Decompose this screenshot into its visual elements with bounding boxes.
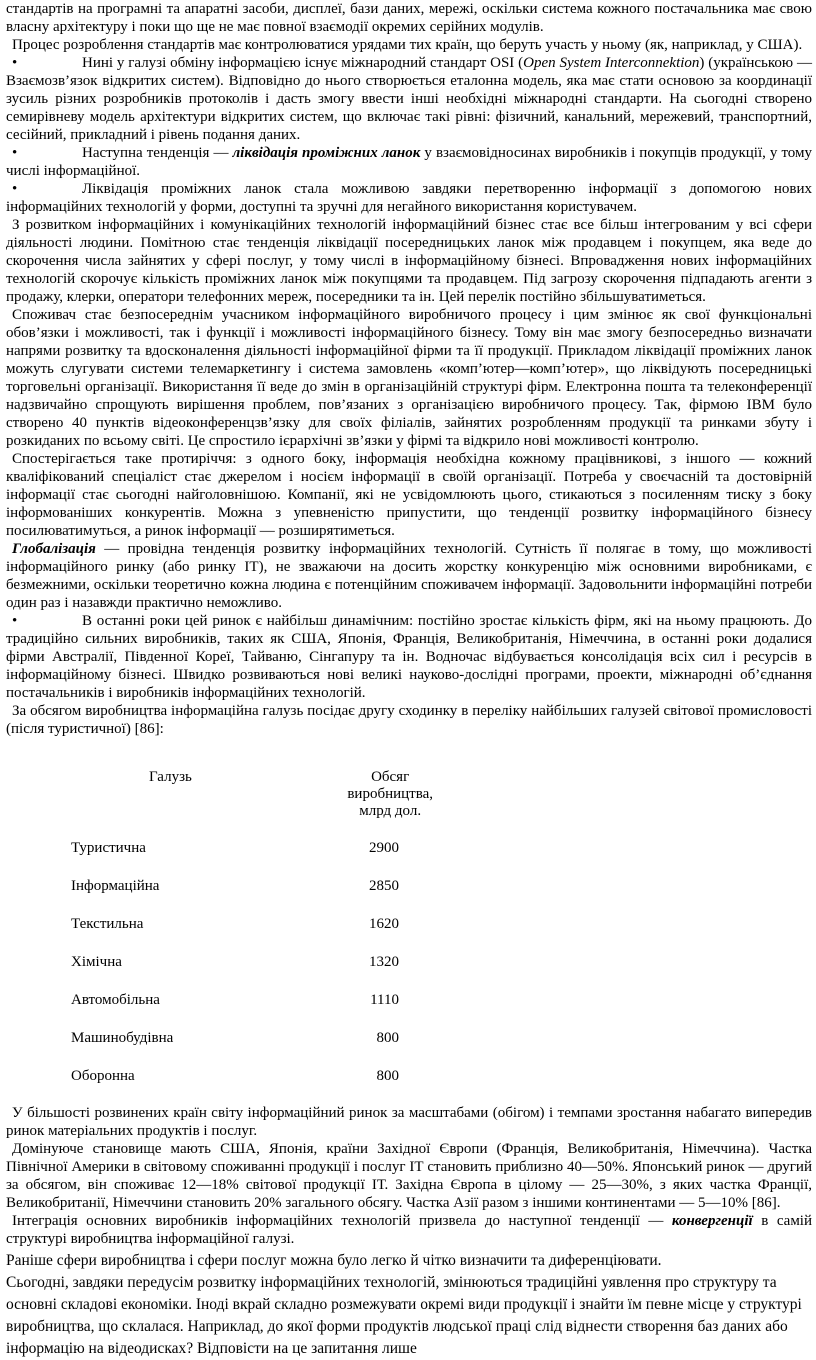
paragraph-7: Споживач стає безпосереднім учасником інформаційного виробничого процесу і цим змінює як свої функціональні обов’язки і можливості, так і функції і можливості інформаційного бізнесу. Тому він має змогу безпосередньо визначати напрями розвитку та вдосконалення діяльності інформаційної фірми та її продукції. Прикладом ліквідації проміжних ланок можуть слугувати системи телемаркетингу і система замовлень «комп’ютер—комп’ютер», що ліквідують посередницькі торговельні організації. Використання її веде до змін в організаційній структурі фірм. Електронна пошта та телеконференції надзвичайно спрощують вирішення проблем, пов’язаних з організацією виробничого процесу. Так, фірмою IBM було створено 40 пунктів відеоконференцзв’язку для своїх філіалів, зайнятих розробленням продукції та ринками збуту і розкиданих по всьому світі. Це спростило ієрархічні зв’язки у фірмі та відкрило нові можливості контролю. [6, 307, 812, 449]
bullet-paragraph-liquidation [6, 180, 812, 216]
convergence-text-a: Інтеграція основних виробників інформаційних технологій призвела до наступної тенденції — [12, 1213, 672, 1229]
paragraph-12: У більшості розвинених країн світу інформаційний ринок за масштабами (обігом) і темпами зростання набагато випередив ринок матеріальних продуктів і послуг. [6, 1105, 812, 1139]
table-cell-volume: 1320 [369, 954, 399, 970]
table-cell-volume: 2850 [369, 878, 399, 894]
table-header-industry: Галузь [149, 769, 192, 785]
paragraph-6: З розвитком інформаційних і комунікаційних технологій інформаційний бізнес стає все більш інтегрованим у всі сфери діяльності людини. Помітною стає тенденція ліквідації посередницьких ланок між продавцем і покупцем, яка веде до скорочення числа зайнятих у сфері послуг, у тому числі в інформаційному бізнесі. Впровадження нових інформаційних технологій скорочує кількість проміжних ланок між покупцями та продавцем. Під загрозу скорочення підпадають агенти з продажу, клерки, оператори телефонних мереж, посередники та ін. Цей перелік постійно збільшуватиметься. [6, 217, 812, 305]
table-row [51, 1060, 443, 1098]
paragraph-16: Сьогодні, завдяки передусім розвитку інформаційних технологій, змінюються традиційні уявлення про структуру та основні складові економіки. Іноді вкрай складно розмежувати окремі види продукції і знайти їм певне місце у структурі виробництва, що склалася. Наприклад, до якої форми продуктів людської праці слід віднести створення баз даних або інформацію на відеодисках? Відповісти на це запитання лише [6, 1274, 802, 1357]
table-cell-industry: Хімічна [71, 954, 122, 970]
table-cell-industry: Туристична [71, 840, 146, 856]
table-row [51, 832, 443, 870]
paragraph-2: Процес розроблення стандартів має контролюватися урядами тих країн, що беруть участь у ньому (як, наприклад, у США). [12, 37, 803, 53]
dynamics-text: В останні роки цей ринок є найбільш динамічним: постійно зростає кількість фірм, які на ньому працюють. До традиційно сильних виробників, таких як США, Японія, Франція, Великобританія, Німеччина, в останні роки додалися фірми Австралії, Південної Кореї, Тайваню, Сінгапуру та ін. Водночас відбувається консолідація всіх сил і ресурсів в інформаційному бізнесі. Швидко розвиваються нові великі науково-дослідні програми, проекти, міжнародні об’єднання постачальників і виробників інформаційних технологій. [6, 613, 812, 701]
table-cell-volume: 1620 [369, 916, 399, 932]
table-cell-volume: 2900 [369, 840, 399, 856]
table-header-row [51, 765, 443, 832]
convergence-term: конвергенції [671, 1213, 753, 1229]
paragraph-11: За обсягом виробництва інформаційна галузь посідає другу сходинку в переліку найбільших галузей світової промисловості (після туристичної) [86]: [6, 703, 812, 737]
paragraph-convergence [6, 1212, 812, 1248]
industry-volume-table [51, 765, 443, 1098]
table-cell-industry: Текстильна [71, 916, 144, 932]
table-row [51, 1022, 443, 1060]
bullet-paragraph-dynamics [6, 612, 812, 702]
paragraph-1: стандартів на програмні та апаратні засоби, дисплеї, бази даних, мережі, оскільки система кожного постачальника має свою власну архітектуру і поки що ще не має повної взаємодії окремих серійних модулів. [6, 1, 812, 35]
osi-term: Open System Interconnektion [523, 55, 700, 71]
bullet-icon: • [12, 55, 18, 71]
bullet-paragraph-intermediaries [6, 144, 812, 180]
table-header-volume: Обсяг виробництва, млрд дол. [347, 769, 433, 819]
table-cell-industry: Оборонна [71, 1068, 135, 1084]
trend-term: ліквідація проміжних ланок [232, 145, 421, 161]
table-cell-volume: 1110 [370, 992, 399, 1008]
table-row [51, 946, 443, 984]
table-row [51, 870, 443, 908]
paragraph-15: Раніше сфери виробництва і сфери послуг можна було легко й чітко визначити та диференціювати. [6, 1252, 662, 1269]
table-cell-industry: Автомобільна [71, 992, 160, 1008]
paragraph-8: Спостерігається таке протиріччя: з одного боку, інформація необхідна кожному працівникові, з іншого — кожний кваліфікований спеціаліст стає джерелом і носієм інформації в своїй організації. Потреба у своєчасній та достовірній інформації стає сьогодні найголовнішою. Компанії, які не усвідомлюють цього, стикаються з посиленням тиску з боку інформованіших конкурентів. Можна з упевненістю припустити, що тенденції розвитку інформаційного бізнесу посилюватимуться, а ринок інформації — розширятиметься. [6, 451, 812, 539]
bullet-icon: • [12, 145, 18, 161]
liquidation-text: Ліквідація проміжних ланок стала можливою завдяки перетворенню інформації з допомогою нових інформаційних технологій у форми, доступні та зручні для негайного використання користувачем. [6, 181, 812, 215]
osi-text-c: ) (українською — Взаємозв’язок відкритих систем). Відповідно до нього створюється еталонна модель, яка має стати основою за координації зусиль різних розробників протоколів і дасть змогу ввести інші необхідні міжнародні стандарти. На сьогодні створено семирівневу модель архітектури відкритих систем, що включає такі рівні: фізичний, канальний, мережевий, транспортний, сесійний, прикладний і рівень подання даних. [6, 55, 812, 143]
table-cell-volume: 800 [376, 1030, 399, 1046]
trend-text-c: у взаємовідносинах виробників і покупців продукції, у тому числі інформаційної. [6, 145, 813, 179]
paragraph-13: Домінуюче становище мають США, Японія, країни Західної Європи (Франція, Великобританія, Німеччина). Частка Північної Америки в світовому споживанні продукції і послуг ІТ становить приблизно 40—50%. Японський ринок — другий за обсягом, він споживає 12—18% світової продукції ІТ. Західна Європа в цілому — 25—30%, з яких частка Франції, Великобританії, Німеччини становить 20% загального обсягу. Частка Азії разом з іншими континентами — 5—10% [86]. [6, 1141, 812, 1211]
bullet-icon: • [12, 613, 18, 629]
osi-text-a: Нині у галузі обміну інформацією існує міжнародний стандарт OSI ( [82, 55, 524, 71]
globalization-text: — провідна тенденція розвитку інформаційних технологій. Сутність її полягає в тому, що можливості інформаційного ринку (або ринку ІТ), не зважаючи на досить жорстку конкуренцію між основними виробниками, є безмежними, оскільки теоретично кожна людина є потенційним споживачем інформації. Задовольнити інформаційні потреби один раз і назавжди практично неможливо. [6, 541, 812, 611]
table-cell-volume: 800 [376, 1068, 399, 1084]
convergence-text-c: в самій структурі виробництва інформаційної галузі. [6, 1213, 812, 1247]
bullet-icon: • [12, 181, 18, 197]
trend-text-a: Наступна тенденція — [82, 145, 233, 161]
paragraph-globalization [6, 540, 812, 612]
bullet-paragraph-osi [6, 54, 812, 144]
globalization-term: Глобалізація [12, 541, 96, 557]
table-cell-industry: Інформаційна [71, 878, 160, 894]
table-row [51, 908, 443, 946]
table-cell-industry: Машинобудівна [71, 1030, 174, 1046]
table-row [51, 984, 443, 1022]
